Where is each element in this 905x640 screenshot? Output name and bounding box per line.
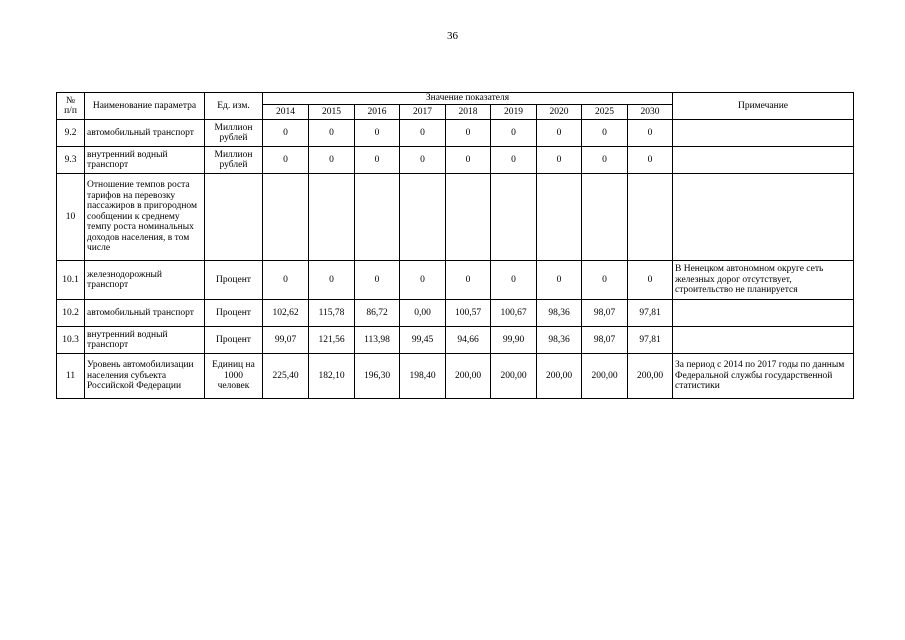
indicator-value: 198,40 [400, 354, 446, 399]
row-number: 10 [57, 174, 85, 261]
indicator-value: 0 [263, 261, 309, 300]
indicator-value: 100,57 [446, 300, 491, 327]
row-number: 9.3 [57, 147, 85, 174]
indicator-value: 0 [446, 120, 491, 147]
indicator-value: 97,81 [628, 327, 673, 354]
indicator-value: 0 [400, 147, 446, 174]
row-number: 9.2 [57, 120, 85, 147]
note [673, 327, 854, 354]
indicator-value: 86,72 [355, 300, 400, 327]
header-num-line2: п/п [64, 106, 77, 116]
indicator-value: 0 [537, 120, 582, 147]
indicator-value: 0 [628, 147, 673, 174]
table-row [57, 354, 854, 399]
parameter-name: Отношение темпов роста тарифов на перевозку пассажиров в пригородном сообщении к среднему темпу роста номинальных доходов населения, в том числе [85, 174, 205, 261]
indicator-value: 98,07 [582, 300, 628, 327]
indicator-value: 0 [400, 261, 446, 300]
header-num-line1: № [65, 95, 76, 106]
row-number: 10.3 [57, 327, 85, 354]
indicator-value: 98,07 [582, 327, 628, 354]
indicator-value: 0 [446, 147, 491, 174]
indicator-value: 0 [309, 147, 355, 174]
header-value-group: Значение показателя [263, 93, 673, 105]
header-year: 2018 [446, 105, 491, 120]
header-year: 2015 [309, 105, 355, 120]
indicator-value: 0 [355, 261, 400, 300]
indicator-value: 98,36 [537, 327, 582, 354]
note [673, 147, 854, 174]
header-note: Примечание [673, 93, 854, 120]
indicator-value [400, 174, 446, 261]
parameter-name: автомобильный транспорт [85, 120, 205, 147]
unit: Миллион рублей [205, 120, 263, 147]
indicator-value: 200,00 [446, 354, 491, 399]
indicator-value: 0 [491, 147, 537, 174]
indicator-value: 196,30 [355, 354, 400, 399]
indicator-value: 99,90 [491, 327, 537, 354]
header-year: 2030 [628, 105, 673, 120]
indicator-value: 98,36 [537, 300, 582, 327]
indicator-value: 0 [309, 120, 355, 147]
indicator-value: 99,07 [263, 327, 309, 354]
indicator-value: 0 [263, 120, 309, 147]
note [673, 174, 854, 261]
indicator-value: 0 [628, 120, 673, 147]
indicator-value: 0 [491, 261, 537, 300]
indicator-value: 0 [582, 120, 628, 147]
indicator-value: 0 [309, 261, 355, 300]
row-number: 10.1 [57, 261, 85, 300]
indicator-value: 0 [582, 147, 628, 174]
parameter-name: железнодорожный транспорт [85, 261, 205, 300]
indicator-value: 0 [446, 261, 491, 300]
parameter-name: внутренний водный транспорт [85, 327, 205, 354]
indicator-value: 0 [263, 147, 309, 174]
header-year: 2016 [355, 105, 400, 120]
indicator-value: 182,10 [309, 354, 355, 399]
unit [205, 174, 263, 261]
header-year: 2014 [263, 105, 309, 120]
table-row [57, 174, 854, 261]
header-year: 2017 [400, 105, 446, 120]
note [673, 300, 854, 327]
indicator-value [309, 174, 355, 261]
indicator-value: 121,56 [309, 327, 355, 354]
parameter-name: внутренний водный транспорт [85, 147, 205, 174]
indicator-value: 0 [628, 261, 673, 300]
indicator-value [537, 174, 582, 261]
row-number: 10.2 [57, 300, 85, 327]
table-body [57, 120, 854, 399]
header-year: 2020 [537, 105, 582, 120]
indicator-value: 100,67 [491, 300, 537, 327]
indicator-value: 0 [355, 147, 400, 174]
indicator-value: 94,66 [446, 327, 491, 354]
parameter-name: автомобильный транспорт [85, 300, 205, 327]
indicator-value [355, 174, 400, 261]
table-row [57, 300, 854, 327]
row-number: 11 [57, 354, 85, 399]
indicator-value [491, 174, 537, 261]
indicator-value: 200,00 [491, 354, 537, 399]
table-row [57, 120, 854, 147]
unit: Единиц на 1000 человек [205, 354, 263, 399]
note: В Ненецком автономном округе сеть железных дорог отсутствует, строительство не планируется [673, 261, 854, 300]
indicator-value: 97,81 [628, 300, 673, 327]
indicator-value: 0 [491, 120, 537, 147]
header-name: Наименование параметра [85, 93, 205, 120]
indicator-value: 0 [582, 261, 628, 300]
indicator-value: 200,00 [582, 354, 628, 399]
note [673, 120, 854, 147]
note: За период с 2014 по 2017 годы по данным Федеральной службы государственной статистики [673, 354, 854, 399]
indicator-value: 225,40 [263, 354, 309, 399]
unit: Процент [205, 327, 263, 354]
indicator-value: 115,78 [309, 300, 355, 327]
indicator-value: 99,45 [400, 327, 446, 354]
table-row [57, 327, 854, 354]
indicator-value: 0 [537, 261, 582, 300]
indicator-value [263, 174, 309, 261]
indicator-value: 200,00 [537, 354, 582, 399]
indicator-value: 0 [537, 147, 582, 174]
header-year: 2019 [491, 105, 537, 120]
indicator-value: 0 [400, 120, 446, 147]
table-row [57, 261, 854, 300]
unit: Миллион рублей [205, 147, 263, 174]
indicator-value: 113,98 [355, 327, 400, 354]
indicator-value: 0,00 [400, 300, 446, 327]
indicator-value [582, 174, 628, 261]
parameter-name: Уровень автомобилизации населения субъекта Российской Федерации [85, 354, 205, 399]
header-num [57, 93, 85, 120]
unit: Процент [205, 300, 263, 327]
unit: Процент [205, 261, 263, 300]
indicator-value: 102,62 [263, 300, 309, 327]
table-row [57, 147, 854, 174]
page-number: 36 [447, 30, 458, 42]
indicator-value [628, 174, 673, 261]
indicator-value: 0 [355, 120, 400, 147]
indicator-table [56, 92, 854, 399]
indicator-value: 200,00 [628, 354, 673, 399]
header-unit: Ед. изм. [205, 93, 263, 120]
header-year: 2025 [582, 105, 628, 120]
indicator-value [446, 174, 491, 261]
